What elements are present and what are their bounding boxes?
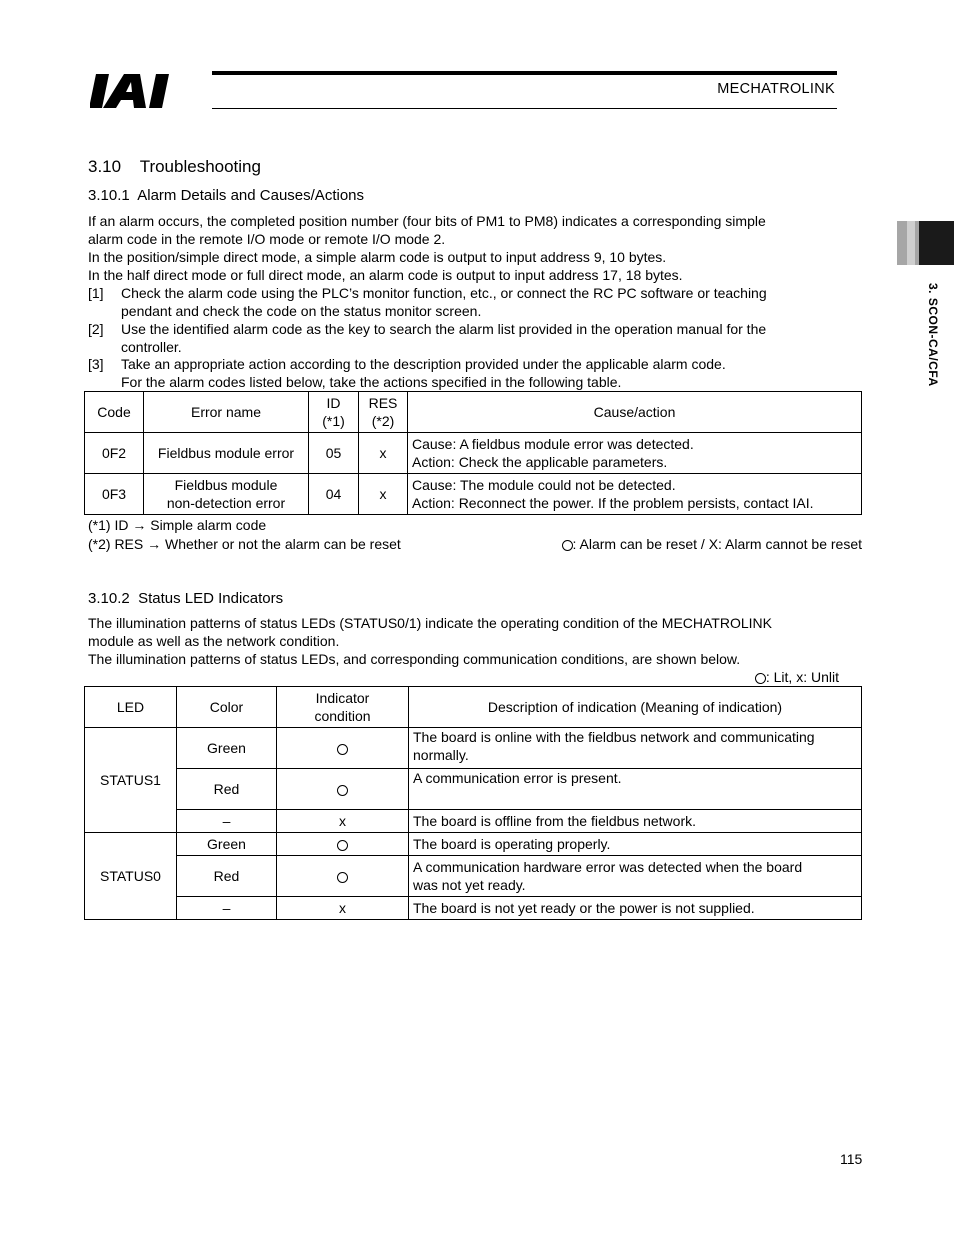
subsection-title: Status LED Indicators <box>138 590 284 607</box>
alarm-code: 0F3 <box>85 474 144 515</box>
led-name: STATUS1 <box>85 728 177 833</box>
paragraph-line: In the half direct mode or full direct mode, an alarm code is output to input address 17, 18 bytes. <box>88 267 683 283</box>
led-color: – <box>177 810 277 833</box>
header-res <box>359 392 408 433</box>
subsection-number: 3.10.2 <box>88 590 130 607</box>
led-color: Green <box>177 833 277 856</box>
header-rule-top <box>212 71 837 75</box>
table-row <box>85 769 862 810</box>
step-number: [3] <box>88 356 104 372</box>
led-description: The board is not yet ready or the power is not supplied. <box>409 897 862 920</box>
table-row <box>85 833 862 856</box>
table-row <box>85 433 862 474</box>
reset-legend-text: : Alarm can be reset / X: Alarm cannot be reset <box>572 536 862 552</box>
section-number: 3.10 <box>88 157 122 176</box>
circle-icon <box>337 785 348 796</box>
alarm-name <box>144 474 309 515</box>
subsection-title: Alarm Details and Causes/Actions <box>137 187 364 204</box>
cause-text: Cause: The module could not be detected. <box>412 477 676 493</box>
paragraph-line: If an alarm occurs, the completed position number (four bits of PM1 to PM8) indicates a corresponding simple <box>88 213 766 229</box>
desc-line: The board is online with the fieldbus network and communicating <box>413 729 815 745</box>
alarm-cause-action <box>408 474 862 515</box>
indicator-unlit: x <box>277 897 409 920</box>
led-description: A communication error is present. <box>409 769 862 810</box>
brand-label: MECHATROLINK <box>717 81 835 97</box>
table-row <box>85 474 862 515</box>
alarm-table <box>84 391 862 515</box>
header-rule-bottom <box>212 108 837 109</box>
paragraph-line: In the position/simple direct mode, a simple alarm code is output to input address 9, 10 bytes. <box>88 249 667 265</box>
step-line: Check the alarm code using the PLC’s monitor function, etc., or connect the RC PC software or teaching <box>121 285 767 301</box>
footnote-2: (*2) RES → Whether or not the alarm can be reset <box>88 536 401 552</box>
circle-icon <box>337 840 348 851</box>
subsection-number: 3.10.1 <box>88 187 130 204</box>
step-text <box>121 355 861 391</box>
step-line: For the alarm codes listed below, take the actions specified in the following table. <box>121 374 622 390</box>
step-line: pendant and check the code on the status monitor screen. <box>121 303 482 319</box>
lit-legend-text: : Lit, x: Unlit <box>765 669 839 685</box>
side-tab-black <box>919 221 954 265</box>
action-text: Action: Check the applicable parameters. <box>412 454 668 470</box>
led-description: The board is operating properly. <box>409 833 862 856</box>
table-row <box>85 897 862 920</box>
alarm-name-line: non-detection error <box>166 495 286 511</box>
desc-line: was not yet ready. <box>413 877 526 893</box>
table-row <box>85 728 862 769</box>
step-line: Use the identified alarm code as the key to search the alarm list provided in the operation manual for the <box>121 321 767 337</box>
indicator-lit <box>277 769 409 810</box>
alarm-name-line: Fieldbus module <box>174 477 278 493</box>
header-indicator-line: Indicator <box>315 690 370 706</box>
circle-icon <box>337 872 348 883</box>
cause-text: Cause: A fieldbus module error was detected. <box>412 436 694 452</box>
header-cause: Cause/action <box>408 392 862 433</box>
led-description <box>409 728 862 769</box>
led-description: The board is offline from the fieldbus network. <box>409 810 862 833</box>
header-color: Color <box>177 687 277 728</box>
header-indicator-line: condition <box>314 708 371 724</box>
page-number: 115 <box>840 1151 863 1167</box>
led-color: Green <box>177 728 277 769</box>
indicator-lit <box>277 728 409 769</box>
alarm-code: 0F2 <box>85 433 144 474</box>
paragraph-line: The illumination patterns of status LEDs (STATUS0/1) indicate the operating condition of the MECHATROLINK <box>88 615 772 631</box>
indicator-lit <box>277 856 409 897</box>
led-name: STATUS0 <box>85 833 177 920</box>
alarm-res: x <box>359 433 408 474</box>
action-text: Action: Reconnect the power. If the problem persists, contact IAI. <box>412 495 814 511</box>
alarm-id: 05 <box>309 433 359 474</box>
header-id-label: ID <box>326 395 341 411</box>
table-header-row <box>85 392 862 433</box>
header-led: LED <box>85 687 177 728</box>
desc-line: A communication hardware error was detected when the board <box>413 859 803 875</box>
led-color: Red <box>177 769 277 810</box>
header-res-note: (*2) <box>371 413 395 429</box>
led-table <box>84 686 862 920</box>
step-text <box>121 284 861 320</box>
side-tab-label: 3. SCON-CA/CFA <box>926 283 940 387</box>
step-line: Take an appropriate action according to the description provided under the applicable alarm code. <box>121 356 726 372</box>
step-number: [1] <box>88 285 104 301</box>
step-text <box>121 320 861 356</box>
reset-legend <box>562 535 862 553</box>
iai-logo <box>90 70 210 112</box>
header-code: Code <box>85 392 144 433</box>
indicator-lit <box>277 833 409 856</box>
header-res-label: RES <box>368 395 398 411</box>
subsection-heading-1 <box>88 187 364 204</box>
table-row <box>85 810 862 833</box>
header-id <box>309 392 359 433</box>
header-id-note: (*1) <box>322 413 345 429</box>
lit-legend <box>755 668 839 686</box>
alarm-name: Fieldbus module error <box>144 433 309 474</box>
subsection-heading-2 <box>88 590 283 607</box>
section-heading <box>88 157 261 177</box>
led-description <box>409 856 862 897</box>
circle-icon <box>337 744 348 755</box>
circle-icon <box>562 540 573 551</box>
circle-icon <box>755 673 766 684</box>
alarm-cause-action <box>408 433 862 474</box>
led-color: – <box>177 897 277 920</box>
header-description: Description of indication (Meaning of indication) <box>409 687 862 728</box>
led-color: Red <box>177 856 277 897</box>
desc-line: normally. <box>413 747 469 763</box>
paragraph-line: module as well as the network condition. <box>88 633 340 649</box>
paragraph-line: alarm code in the remote I/O mode or remote I/O mode 2. <box>88 231 446 247</box>
header-indicator <box>277 687 409 728</box>
table-header-row <box>85 687 862 728</box>
header-error-name: Error name <box>144 392 309 433</box>
footnote-1: (*1) ID → Simple alarm code <box>88 517 267 533</box>
paragraph-line: The illumination patterns of status LEDs, and corresponding communication conditions, are shown below. <box>88 651 741 667</box>
step-line: controller. <box>121 339 182 355</box>
section-title: Troubleshooting <box>139 157 261 176</box>
step-number: [2] <box>88 321 104 337</box>
side-tab-light <box>907 221 915 265</box>
table-row <box>85 856 862 897</box>
alarm-id: 04 <box>309 474 359 515</box>
indicator-unlit: x <box>277 810 409 833</box>
alarm-res: x <box>359 474 408 515</box>
